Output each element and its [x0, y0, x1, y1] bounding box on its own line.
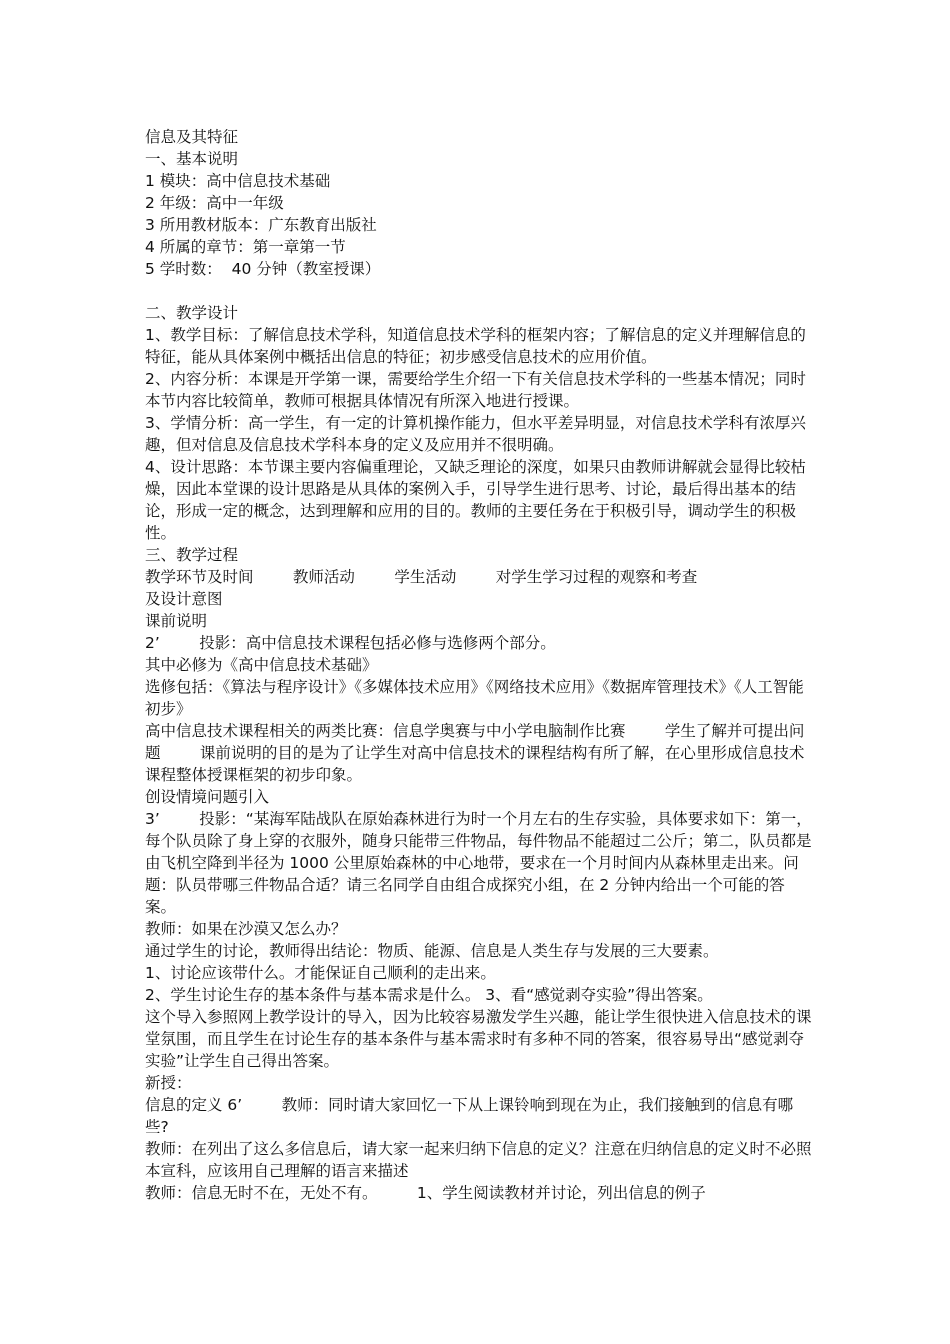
scenario-question-1: 1、讨论应该带什么。才能保证自己顺利的走出来。 — [145, 964, 496, 982]
scenario-projection: 3’ 投影：“某海军陆战队在原始森林进行为时一个月左右的生存实验，具体要求如下：第一，每个队员除了身上穿的衣服外，随身只能带三件物品，每件物品不能超过二公斤；第二，队员都是由飞机空降到半径为 1000 公里原始森林的中心地带，要求在一个月时间内从森林里走出来。问题：队员带哪三件物品合适？请三名同学自由组合成探究小组，在 2 分钟内给出一个可能的答案。 — [145, 810, 812, 916]
blank-line — [145, 280, 815, 302]
new-definition: 信息的定义 6’ 教师：同时请大家回忆一下从上课铃响到现在为止，我们接触到的信息有哪些? — [145, 1096, 794, 1136]
basic-item-module: 1 模块：高中信息技术基础 — [145, 172, 331, 190]
design-goal: 1、教学目标：了解信息技术学科，知道信息技术学科的框架内容；了解信息的定义并理解信息的特征，能从具体案例中概括出信息的特征；初步感受信息技术的应用价值。 — [145, 326, 806, 366]
intro-elective: 选修包括：《算法与程序设计》《多媒体技术应用》《网络技术应用》《数据库管理技术》《人工智能初步》 — [145, 678, 804, 718]
basic-item-chapter: 4 所属的章节：第一章第一节 — [145, 238, 346, 256]
section-process-heading: 三、教学过程 — [145, 546, 239, 564]
scenario-question-2: 2、学生讨论生存的基本条件与基本需求是什么。 3、看“感觉剥夺实验”得出答案。 — [145, 986, 713, 1004]
process-columns-line1: 教学环节及时间 教师活动 学生活动 对学生学习过程的观察和考查 — [145, 568, 698, 586]
basic-item-grade: 2 年级：高中一年级 — [145, 194, 284, 212]
process-columns-line2: 及设计意图 — [145, 590, 223, 608]
intro-competition: 高中信息技术课程相关的两类比赛：信息学奥赛与中小学电脑制作比赛 学生了解并可提出问题 课前说明的目的是为了让学生对高中信息技术的课程结构有所了解，在心里形成信息技术课程整体授课框架的初步印象。 — [145, 722, 805, 784]
intro-heading: 课前说明 — [145, 612, 208, 630]
scenario-teacher: 教师：如果在沙漠又怎么办？ — [145, 920, 347, 938]
design-students: 3、学情分析：高一学生，有一定的计算机操作能力，但水平差异明显，对信息技术学科有浓厚兴趣，但对信息及信息技术学科本身的定义及应用并不很明确。 — [145, 414, 806, 454]
new-teacher-summary: 教师：在列出了这么多信息后，请大家一起来归纳下信息的定义？注意在归纳信息的定义时不必照本宣科，应该用自己理解的语言来描述 — [145, 1140, 812, 1180]
scenario-heading: 创设情境问题引入 — [145, 788, 270, 806]
intro-required: 其中必修为《高中信息技术基础》 — [145, 656, 378, 674]
document-title: 信息及其特征 — [145, 128, 239, 146]
document-body — [145, 126, 815, 1204]
design-approach: 4、设计思路：本节课主要内容偏重理论，又缺乏理论的深度，如果只由教师讲解就会显得比较枯燥，因此本堂课的设计思路是从具体的案例入手，引导学生进行思考、讨论，最后得出基本的结论，形成一定的概念，达到理解和应用的目的。教师的主要任务在于积极引导，调动学生的积极性。 — [145, 458, 806, 542]
section-basic-heading: 一、基本说明 — [145, 150, 239, 168]
basic-item-textbook: 3 所用教材版本：广东教育出版社 — [145, 216, 377, 234]
new-teacher-everywhere: 教师：信息无时不在，无处不有。 1、学生阅读教材并讨论，列出信息的例子 — [145, 1184, 706, 1202]
basic-item-hours: 5 学时数： 40 分钟（教室授课） — [145, 260, 381, 278]
section-design-heading: 二、教学设计 — [145, 304, 239, 322]
new-lesson-heading: 新授： — [145, 1074, 192, 1092]
intro-projection: 2’ 投影：高中信息技术课程包括必修与选修两个部分。 — [145, 634, 556, 652]
scenario-reason: 这个导入参照网上教学设计的导入，因为比较容易激发学生兴趣，能让学生很快进入信息技术的课堂氛围，而且学生在讨论生存的基本条件与基本需求时有多种不同的答案，很容易导出“感觉剥夺实验”让学生自己得出答案。 — [145, 1008, 812, 1070]
scenario-conclusion: 通过学生的讨论，教师得出结论：物质、能源、信息是人类生存与发展的三大要素。 — [145, 942, 719, 960]
design-content: 2、内容分析：本课是开学第一课，需要给学生介绍一下有关信息技术学科的一些基本情况；同时本节内容比较简单，教师可根据具体情况有所深入地进行授课。 — [145, 370, 806, 410]
